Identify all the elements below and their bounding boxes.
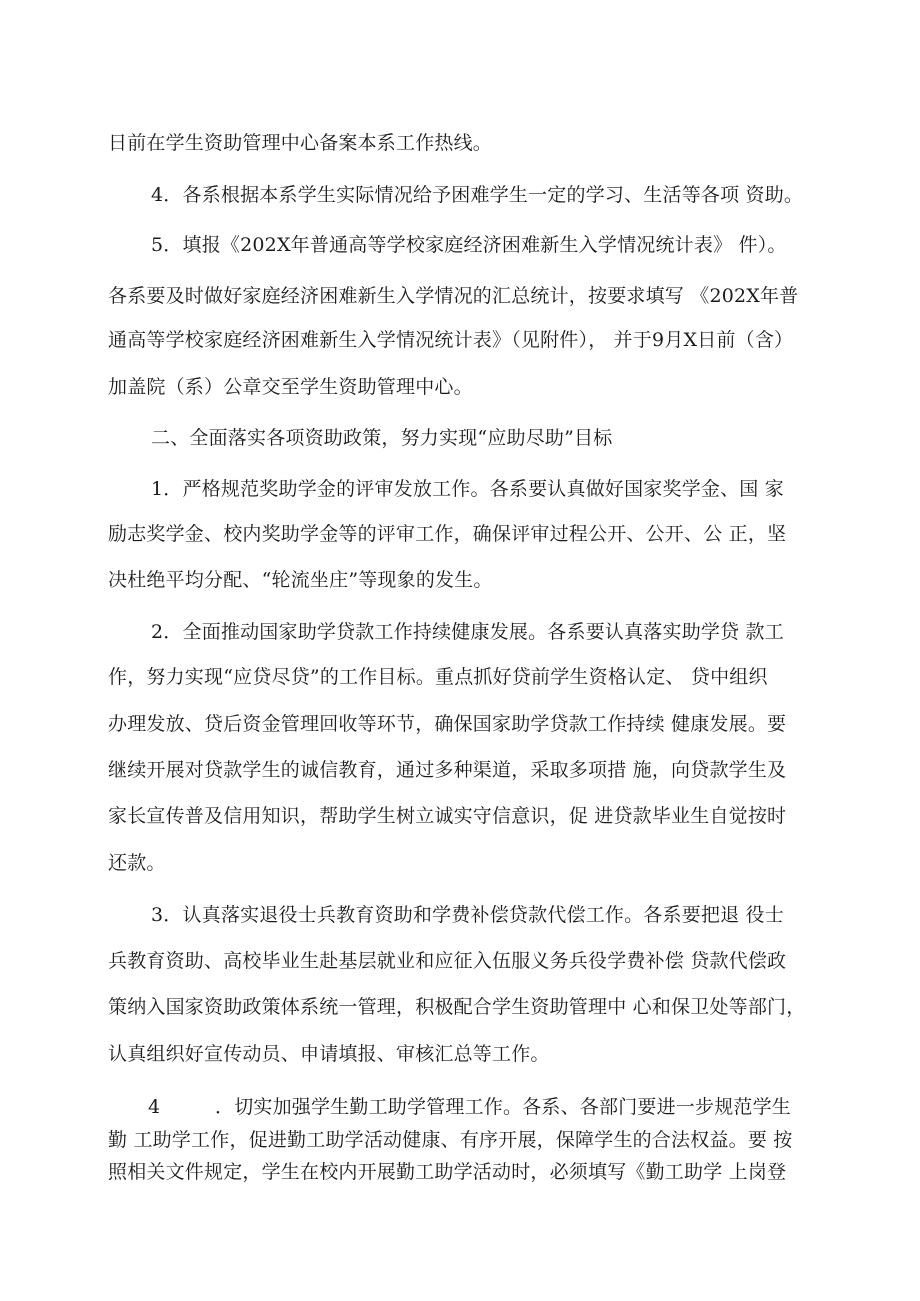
text-line-8: 1．严格规范奖助学金的评审发放工作。各系要认真做好国家奖学金、国 家 xyxy=(151,478,784,500)
text-line-15: 家长宣传普及信用知识，帮助学生树立诚实守信意识，促 进贷款毕业生自觉按时 xyxy=(108,805,787,827)
text-line-13: 办理发放、贷后资金管理回收等环节，确保国家助学贷款工作持续 健康发展。要 xyxy=(108,713,787,735)
heading-line: 二、全面落实各项资助政策，努力实现“应助尽助”目标 xyxy=(151,427,613,449)
text-line-14: 继续开展对贷款学生的诚信教育，通过多种渠道，采取多项措 施，向贷款学生及 xyxy=(108,759,787,781)
text-line-3: 5．填报《202X年普通高等学校家庭经济困难新生入学情况统计表》 件）。 xyxy=(151,234,787,256)
text-line-21: ．切实加强学生勤工助学管理工作。各系、各部门要进一步规范学生 xyxy=(215,1096,792,1118)
text-line-5: 通高等学校家庭经济困难新生入学情况统计表》（见附件）， 并于9月X日前（含） xyxy=(108,329,794,351)
text-line-12: 作，努力实现“应贷尽贷”的工作目标。重点抓好贷前学生资格认定、 贷中组织 xyxy=(108,666,768,688)
text-line-17: 3．认真落实退役士兵教育资助和学费补偿贷款代偿工作。各系要把退 役士 xyxy=(151,904,784,926)
text-line-18: 兵教育资助、高校毕业生赴基层就业和应征入伍服义务兵役学费补偿 贷款代偿政 xyxy=(108,950,787,972)
text-line-11: 2．全面推动国家助学贷款工作持续健康发展。各系要认真落实助学贷 款工 xyxy=(151,621,784,643)
text-line-19: 策纳入国家资助政策体系统一管理，积极配合学生资助管理中 心和保卫处等部门， xyxy=(108,996,806,1018)
text-line-23: 照相关文件规定，学生在校内开展勤工助学活动时，必须填写《勤工助学 上岗登 xyxy=(108,1161,787,1183)
text-line-9: 励志奖学金、校内奖助学金等的评审工作，确保评审过程公开、公开、公 正，坚 xyxy=(108,523,787,545)
text-line-2: 4．各系根据本系学生实际情况给予困难学生一定的学习、生活等各项 资助。 xyxy=(151,184,804,206)
text-line-4: 各系要及时做好家庭经济困难新生入学情况的汇总统计，按要求填写 《202X年普 xyxy=(108,285,799,307)
text-line-16: 还款。 xyxy=(108,852,166,874)
list-number: 4 xyxy=(148,1096,161,1118)
text-line-1: 日前在学生资助管理中心备案本系工作热线。 xyxy=(108,132,493,154)
text-line-10: 决杜绝平均分配、“轮流坐庄”等现象的发生。 xyxy=(108,569,493,591)
text-line-20: 认真组织好宣传动员、申请填报、审核汇总等工作。 xyxy=(108,1043,550,1065)
text-line-22: 勤 工助学工作，促进勤工助学活动健康、有序开展，保障学生的合法权益。要 按 xyxy=(108,1129,793,1151)
text-line-6: 加盖院（系）公章交至学生资助管理中心。 xyxy=(108,376,473,398)
